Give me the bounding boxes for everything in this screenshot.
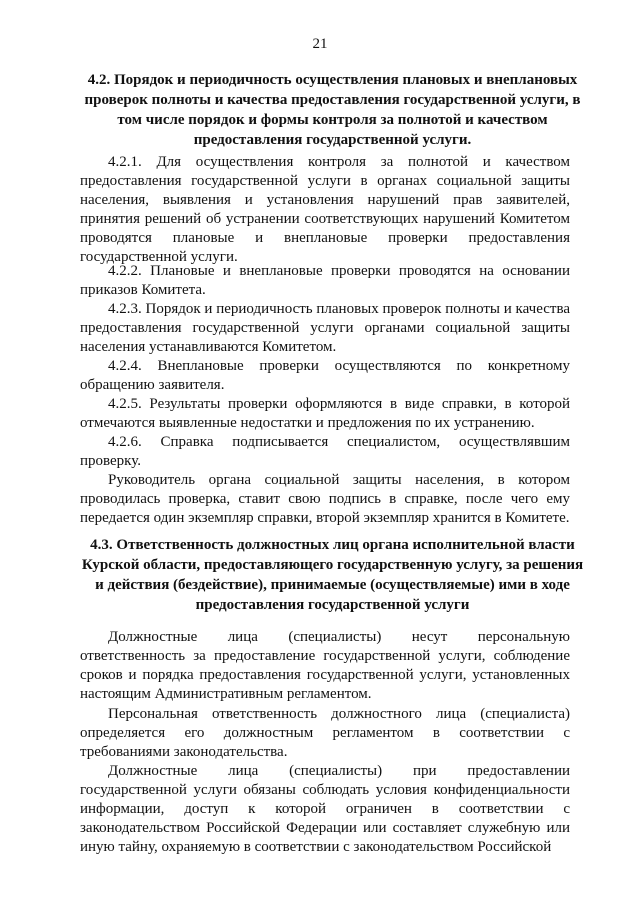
- paragraph-head-signature: Руководитель органа социальной защиты населения, в котором проводилась проверка, ставит свою подпись в справке, после чего ему передается один экземпляр справки, второй экземпляр хранится в Комитете.: [80, 472, 570, 526]
- page-number: 21: [312, 36, 328, 52]
- paragraph-4-2-4: 4.2.4. Внеплановые проверки осуществляются по конкретному обращению заявителя.: [80, 358, 570, 393]
- section-4-2-heading: 4.2. Порядок и периодичность осуществления плановых и внеплановых проверок полноты и качества предоставления государственной услуги, в том числе порядок и формы контроля за полнотой и качеством предоставления государственной услуги.: [84, 72, 581, 148]
- paragraph-4-2-6: 4.2.6. Справка подписывается специалистом, осуществлявшим проверку.: [80, 434, 570, 469]
- paragraph-4-2-1: 4.2.1. Для осуществления контроля за полнотой и качеством предоставления государственной услуги в органах социальной защиты населения, выявления и установления нарушений прав заявителей, принятия решений об устранении соответствующих нарушений Комитетом проводятся плановые и внеплановые проверки предоставления государственной услуги.: [80, 154, 570, 265]
- paragraph-personal-liability: Должностные лица (специалисты) несут персональную ответственность за предоставление государственной услуги, соблюдение сроков и порядка предоставления государственной услуги, установленных настоящим Административным регламентом.: [80, 629, 570, 702]
- paragraph-responsibility-regulation: Персональная ответственность должностного лица (специалиста) определяется его должностным регламентом в соответствии с требованиями законодательства.: [80, 706, 570, 760]
- paragraph-4-2-3: 4.2.3. Порядок и периодичность плановых проверок полноты и качества предоставления государственной услуги органами социальной защиты населения устанавливаются Комитетом.: [80, 301, 570, 355]
- paragraph-4-2-5: 4.2.5. Результаты проверки оформляются в виде справки, в которой отмечаются выявленные недостатки и предложения по их устранению.: [80, 396, 570, 431]
- paragraph-confidentiality: Должностные лица (специалисты) при предоставлении государственной услуги обязаны соблюдать условия конфиденциальности информации, доступ к которой ограничен в соответствии с законодательством Российской Федерации или составляет служебную или иную тайну, охраняемую в соответствии с законодательством Российской: [80, 763, 570, 855]
- section-4-3-heading: 4.3. Ответственность должностных лиц органа исполнительной власти Курской области, предоставляющего государственную услугу, за решения и действия (бездействие), принимаемые (осуществляемые) ими в ходе предоставления государственной услуги: [81, 537, 584, 613]
- paragraph-4-2-2: 4.2.2. Плановые и внеплановые проверки проводятся на основании приказов Комитета.: [80, 263, 570, 298]
